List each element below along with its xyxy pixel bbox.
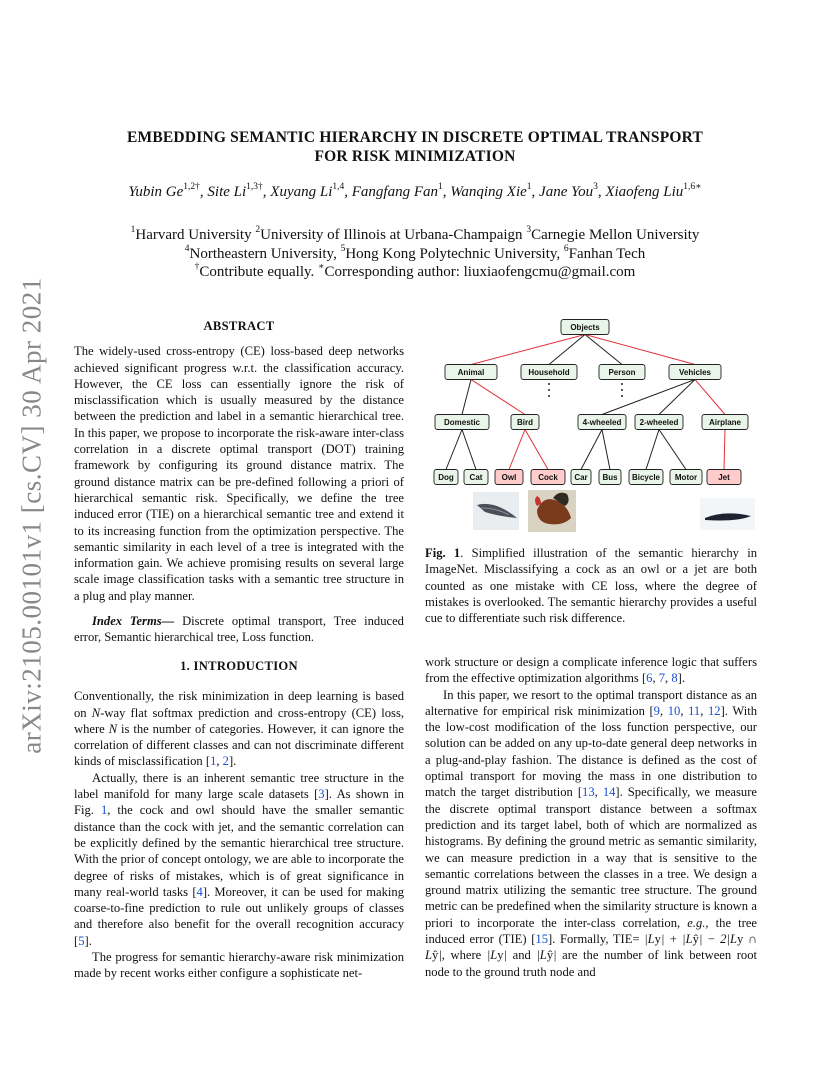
- author-affiliation-marker: 1,3†: [246, 182, 263, 192]
- ellipsis-dot: [548, 389, 550, 391]
- ellipsis-dot: [548, 395, 550, 397]
- intro-paragraph: The progress for semantic hierarchy-aware risk minimization made by recent works either configure a sophisticate net-: [74, 950, 404, 981]
- tree-edge: [659, 430, 686, 470]
- tree-node-person-label: Person: [608, 368, 636, 377]
- citation-link[interactable]: 8: [671, 671, 678, 686]
- tree-edge: [509, 430, 525, 470]
- tree-edge: [695, 380, 725, 415]
- tree-node-bus-label: Bus: [602, 473, 618, 482]
- affiliations: [70, 226, 760, 282]
- ellipsis-dot: [621, 395, 623, 397]
- tree-node-domestic-label: Domestic: [443, 418, 481, 427]
- affiliation-line: †Contribute equally. ∗Corresponding author: liuxiaofengcmu@gmail.com: [194, 262, 636, 280]
- author-affiliation-marker: 1: [438, 182, 443, 192]
- tree-node-motor-label: Motor: [674, 473, 698, 482]
- tree-edge: [462, 430, 476, 470]
- tree-edge: [724, 430, 725, 470]
- citation-link[interactable]: 9: [653, 703, 660, 718]
- author-list: Yubin $Ge^{1,2\dagger}$, Site $Li^{1,3\dagger}$, Xuyang Li$^{1,4}$, Fangfang Fan$^1$, Wanqing Xie$^1$, Jane You$^3$, Xiaofeng Liu$^{1,6∗}$: [128, 182, 702, 200]
- author-name: Yubin Ge: [128, 184, 184, 200]
- tree-node-car-label: Car: [574, 473, 588, 482]
- ellipsis-dot: [548, 383, 550, 385]
- tree-edge: [471, 335, 585, 365]
- affiliation-line: $^4$Northeastern University, $^5$Hong Kong Polytechnic University, $^6$Fanhan Tech: [184, 243, 646, 262]
- tree-node-bird-label: Bird: [517, 418, 533, 427]
- tree-node-four-wheeled-label: 4-wheeled: [582, 418, 622, 427]
- author-affiliation-marker: 3: [593, 182, 598, 192]
- author-name: Jane You: [539, 184, 594, 200]
- citation-link[interactable]: 11: [688, 703, 701, 718]
- figure-caption: Fig. 1. Simplified illustration of the semantic hierarchy in ImageNet. Misclassifying a cock as an owl or a jet are both counted as one mistake with CE loss, where the degree of mistakes is overlooked. The semantic hierarchy provides a useful cue to differentiate such risk difference.: [425, 546, 757, 626]
- author-affiliation-marker: 1: [526, 182, 532, 192]
- hierarchy-tree-diagram: [425, 312, 765, 540]
- tree-node-airplane-label: Airplane: [708, 418, 742, 427]
- intro-paragraph: Conventionally, the risk minimization in deep learning is based on N-way flat softmax prediction and cross-entropy (CE) loss, where N is the number of categories. However, it can ignore the correlation of different classes and can not discriminate different kinds of misclassification [1, 2].: [74, 689, 404, 769]
- citation-link[interactable]: 3: [318, 787, 325, 802]
- citation-link[interactable]: 14: [602, 785, 616, 800]
- citation-link[interactable]: 5: [78, 933, 85, 948]
- tree-edge: [581, 430, 602, 470]
- tree-node-dog-label: Dog: [438, 473, 454, 482]
- right-column-text: [425, 654, 757, 980]
- tree-edge: [602, 380, 695, 415]
- tree-edge: [585, 335, 622, 365]
- owl-photo: [473, 492, 519, 530]
- tree-node-household-label: Household: [528, 368, 570, 377]
- jet-photo: [700, 498, 755, 530]
- tree-edge: [659, 380, 695, 415]
- tree-node-jet-label: Jet: [718, 473, 730, 482]
- tree-node-animal-label: Animal: [457, 368, 485, 377]
- tree-node-bicycle-label: Bicycle: [631, 473, 661, 482]
- author-affiliation-marker: 1,4: [332, 182, 345, 192]
- author-name: Xuyang Li: [270, 184, 333, 200]
- citation-link[interactable]: 15: [535, 932, 548, 947]
- citation-link[interactable]: 1: [100, 803, 108, 818]
- author-name: Site Li: [207, 184, 247, 200]
- tree-edge: [585, 335, 695, 365]
- citation-link[interactable]: 6: [646, 671, 653, 686]
- citation-link[interactable]: 7: [658, 671, 666, 686]
- body-paragraph: work structure or design a complicate inference logic that suffers from the effective optimization algorithms [6, 7, 8].: [425, 655, 757, 686]
- tree-node-objects-label: Objects: [570, 323, 600, 332]
- citation-link[interactable]: 12: [708, 703, 721, 718]
- tree-node-two-wheeled-label: 2-wheeled: [639, 418, 679, 427]
- citation-link[interactable]: 13: [582, 785, 595, 800]
- tree-node-cock-label: Cock: [538, 473, 558, 482]
- abstract-heading: ABSTRACT: [203, 319, 275, 333]
- body-paragraph: In this paper, we resort to the optimal transport distance as an alternative for empirical risk minimization [9, 10, 11, 12]. With the low-cost modification of the loss function perspective, our solution can be added on any up-to-date general deep networks in a plug-and-play fashion. The distance is defined as the cost of optimal transport for moving the mass in one distribution to match the target distribution [13, 14]. Specifically, we measure the discrete optimal transport distance between a softmax prediction and its target label, both of which are normalized as histograms. By defining the ground metric as semantic similarity, we can measure prediction in a way that is sensitive to the semantic correlations between the classes in a tree. We design a ground matrix utilizing the semantic tree structure. The ground metric can be predefined when the similarity structure is known a priori to incorporate the inter-class correlation, e.g., the tree induced error (TIE) [15]. Formally, TIE= |Ly| + |Lŷ| − 2|Ly ∩ Lŷ|, where |Ly| and |Lŷ| are the number of link between root node to the ground truth node and: [425, 687, 758, 979]
- author-affiliation-marker: 1,2†: [183, 182, 200, 192]
- citation-link[interactable]: 4: [196, 884, 203, 899]
- tree-node-vehicles-label: Vehicles: [678, 368, 712, 377]
- ellipsis-dot: [621, 389, 623, 391]
- citation-link[interactable]: 1: [210, 754, 217, 769]
- citation-link[interactable]: 10: [667, 703, 681, 718]
- introduction-section: [74, 658, 404, 982]
- ellipsis-dot: [621, 383, 623, 385]
- author-name: Xiaofeng Liu: [605, 184, 684, 200]
- tree-edge: [646, 430, 659, 470]
- index-terms: Index Terms— Discrete optimal transport, Tree induced error, Semantic hierarchical tree, Loss function.: [74, 614, 404, 645]
- author-name: Fangfang Fan: [351, 184, 439, 200]
- tree-node-owl-label: Owl: [501, 473, 517, 482]
- tree-edge: [525, 430, 548, 470]
- affiliation-line: $^1$Harvard University $^2$University of Illinois at Urbana-Champaign $^3$Carnegie Mellon University: [130, 225, 700, 243]
- abstract-section: [74, 318, 404, 646]
- intro-paragraph: Actually, there is an inherent semantic tree structure in the label manifold for many large scale datasets [3]. As shown in Fig. 1, the cock and owl should have the smaller semantic distance than the cock with jet, and the semantic correlation can be explicitly defined by the semantic hierarchical tree structure. With the prior of concept ontology, we are able to incorporate the degree of risks of mistakes, which is of great significance in many real-world tasks [4]. Moreover, it can be used for making coarse-to-fine prediction to rule out unlikely groups of classes and therefore also benefit for the overall recognition accuracy [5].: [74, 770, 404, 948]
- arxiv-identifier: arXiv:2105.00101v1 [cs.CV] 30 Apr 2021: [16, 276, 47, 754]
- citation-link[interactable]: 2: [222, 754, 229, 769]
- abstract-text: The widely-used cross-entropy (CE) loss-based deep networks achieved significant progress w.r.t. the classification accuracy. However, the CE loss can essentially ignore the risk of misclassification which is usually measured by the distance between the prediction and label in a semantic hierarchical tree. In this paper, we propose to incorporate the risk-aware inter-class correlation in a discrete optimal transport (DOT) training framework by configuring its ground distance matrix. The ground distance matrix can be pre-defined following a priori of hierarchical semantic risk. Specifically, we define the tree induced error (TIE) on a hierarchical semantic tree and extend it to its increasing function from the optimization perspective. The semantic similarity in each level of a tree is integrated with the information gain. We achieve promising results on several large scale image classification tasks with a semantic tree structure in a plug and play manner.: [74, 344, 404, 603]
- paper-title: EMBEDDING SEMANTIC HIERARCHY IN DISCRETE OPTIMAL TRANSPORT FOR RISK MINIMIZATION: [126, 129, 704, 165]
- author-name: Wanqing Xie: [450, 184, 527, 200]
- tree-edge: [602, 430, 610, 470]
- cock-photo: [528, 490, 576, 532]
- tree-node-cat-label: Cat: [469, 473, 483, 482]
- tree-edge: [462, 380, 471, 415]
- tree-edge: [446, 430, 462, 470]
- semantic-hierarchy-figure: [425, 312, 765, 540]
- author-affiliation-marker: 1,6∗: [683, 182, 702, 192]
- tree-edge: [471, 380, 525, 415]
- introduction-heading: 1. INTRODUCTION: [180, 659, 298, 673]
